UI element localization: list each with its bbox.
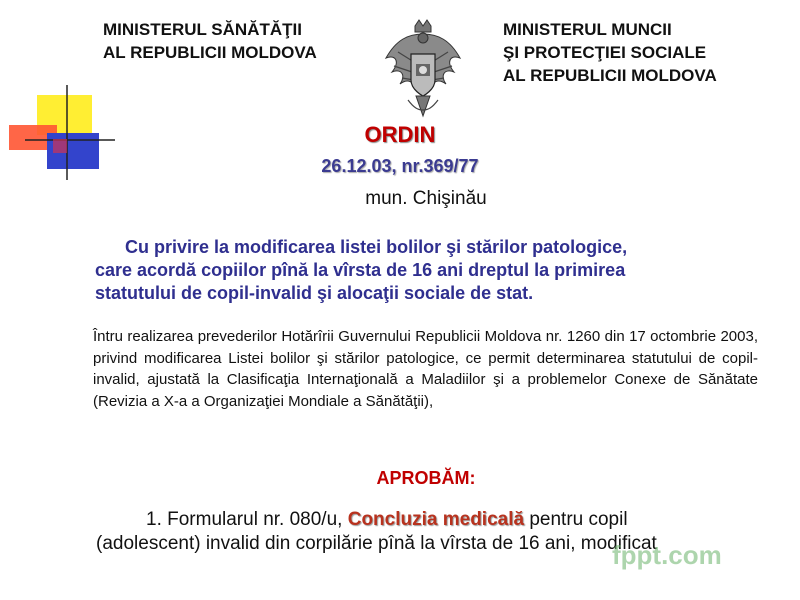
header-right-line2: ŞI PROTECŢIEI SOCIALE bbox=[503, 43, 707, 62]
header-left-line2: AL REPUBLICII MOLDOVA bbox=[103, 43, 317, 62]
watermark-logo: fppt.com bbox=[612, 540, 722, 570]
subject-line1: Cu privire la modificarea listei bolilor şi stărilor patologice, bbox=[125, 237, 628, 257]
document-type-title: ORDIN bbox=[364, 122, 436, 147]
subject-line3: statutului de copil-invalid şi alocaţii sociale de stat. bbox=[95, 283, 534, 303]
document-number-date: 26.12.03, nr.369/77 bbox=[321, 156, 479, 176]
header-right-line3: AL REPUBLICII MOLDOVA bbox=[503, 66, 717, 85]
document-body-paragraph: Întru realizarea prevederilor Hotărîrii Guvernului Republicii Moldova nr. 1260 din 17 octombrie 2003, privind modificarea Listei bolilor şi stărilor patologice, ce permit determinarea statutului de copil-invalid, ajustată la Clasificaţia Internaţională a Maladiilor şi a problemelor Conexe de Sănătate (Revizia a X-a a Organizaţiei Mondiale a Sănătăţii), bbox=[93, 328, 758, 410]
approve-heading: APROBĂM: bbox=[376, 468, 476, 488]
item1-prefix: 1. Formularul nr. 080/u, bbox=[146, 509, 348, 530]
document-subject bbox=[95, 236, 765, 305]
header-left-line1: MINISTERUL SĂNĂTĂŢII bbox=[103, 20, 302, 39]
subject-line2: care acordă copiilor pînă la vîrsta de 16 ani dreptul la primirea bbox=[95, 260, 626, 280]
header-ministry-labour bbox=[503, 18, 717, 87]
item1-suffix: pentru copil bbox=[524, 509, 628, 530]
item1-line2: (adolescent) invalid din corpilărie pînă la vîrsta de 16 ani, modificat bbox=[96, 533, 657, 554]
header-right-line1: MINISTERUL MUNCII bbox=[503, 20, 672, 39]
header-ministry-health bbox=[103, 18, 317, 64]
item1-highlight: Concluzia medicală bbox=[347, 509, 525, 530]
document-city: mun. Chişinău bbox=[365, 188, 487, 209]
coat-of-arms-icon bbox=[378, 18, 468, 128]
